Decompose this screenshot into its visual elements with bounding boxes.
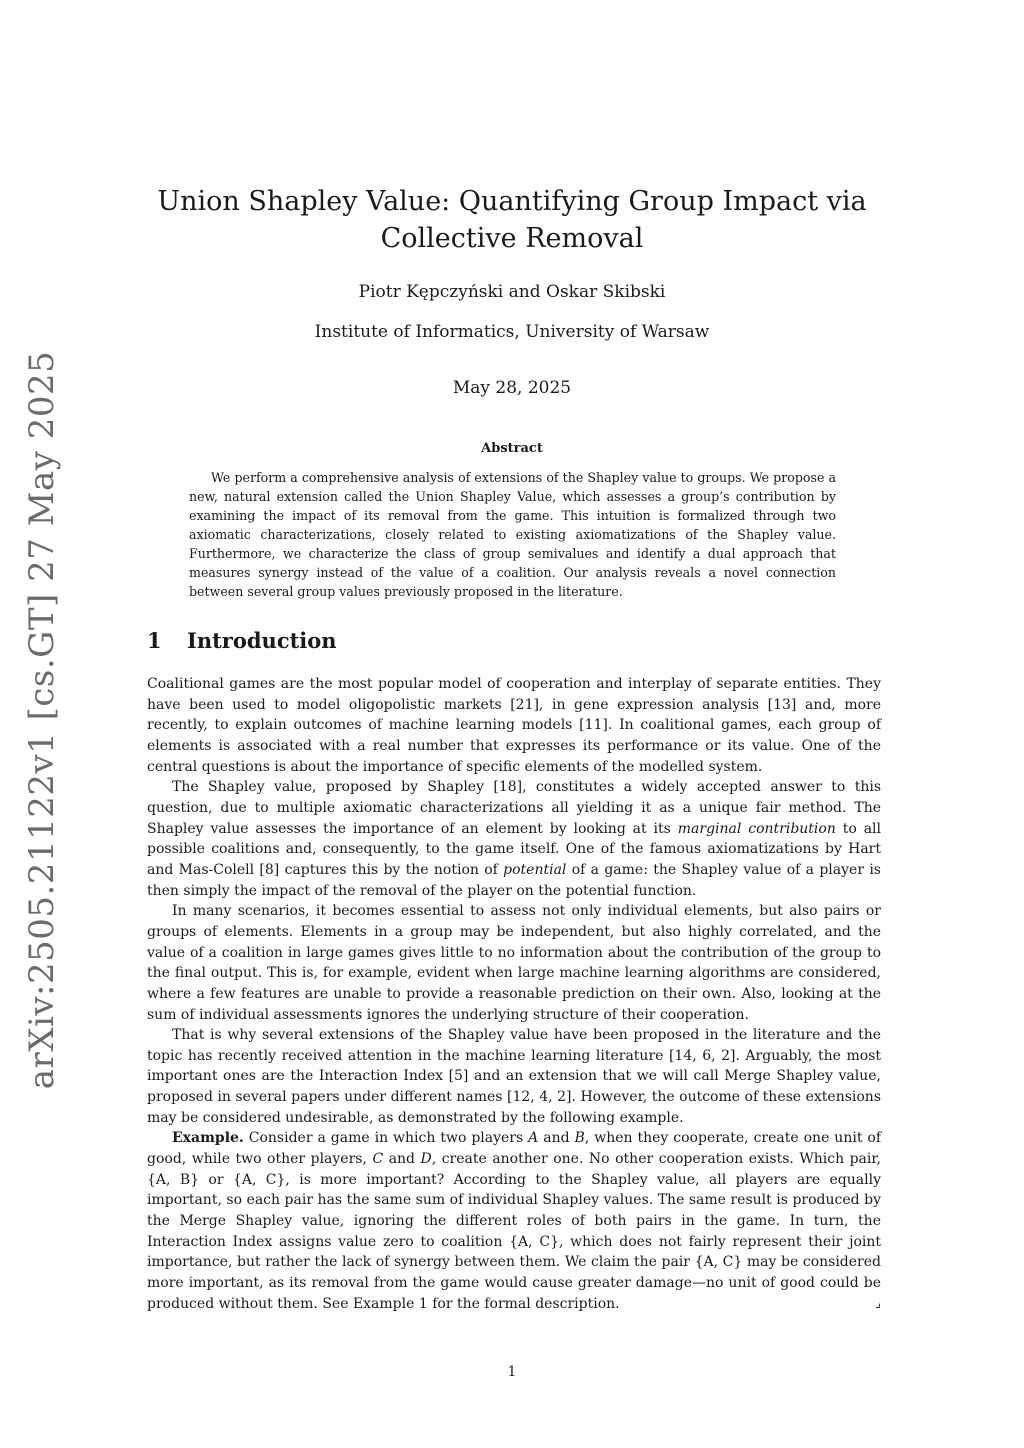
example-label: Example. <box>172 1130 244 1147</box>
title-line-1: Union Shapley Value: Quantifying Group Impact via <box>157 186 867 217</box>
math-set-ac: {A, C} <box>694 1254 743 1271</box>
section-number: 1 <box>147 628 162 653</box>
paragraph-1: Coalitional games are the most popular model of cooperation and interplay of separate entities. They have been used to model oligopolistic markets [21], in gene expression analysis [13] and, more recently, to explain outcomes of machine learning models [11]. In coalitional games, each group of elements is associated with a real number that expresses its performance or its value. One of the central questions is about the importance of specific elements of the modelled system. <box>147 676 881 775</box>
emphasis-marginal-contribution: marginal contribution <box>677 820 836 837</box>
paragraph-4: That is why several extensions of the Shapley value have been proposed in the literature and the topic has recently received attention in the machine learning literature [14, 6, 2]. Arguably, the most important ones are the Interaction Index [5] and an extension that we will call Merge Shapley value, proposed in several papers under different names [12, 4, 2]. However, the outcome of these extensions may be considered undesirable, as demonstrated by the following example. <box>147 1027 881 1126</box>
section-heading-introduction <box>147 628 337 653</box>
end-of-example-icon: ⌟ <box>874 1295 881 1311</box>
authors: Piotr Kępczyński and Oskar Skibski <box>358 282 666 302</box>
abstract-text: We perform a comprehensive analysis of extensions of the Shapley value to groups. We propose a new, natural extension called the Union Shapley Value, which assesses a group’s contribution by examining the impact of its removal from the game. This intuition is formalized through two axiomatic characterizations, closely related to existing axiomatizations of the Shapley value. Furthermore, we characterize the class of group semivalues and identify a dual approach that measures synergy instead of the value of a coalition. Our analysis reveals a novel connection between several group values previously proposed in the literature. <box>189 470 836 599</box>
math-set-ac: {A, C} <box>509 1233 559 1250</box>
emphasis-potential: potential <box>503 861 567 878</box>
introduction-body <box>147 674 881 1314</box>
math-set-ac: {A, C} <box>232 1171 286 1188</box>
paragraph-3: In many scenarios, it becomes essential to assess not only individual elements, but also pairs or groups of elements. Elements in a group may be independent, but also highly correlated, and the value of a coalition in large games gives little to no information about the contribution of the group to the final output. This is, for example, evident when large machine learning algorithms are considered, where a few features are unable to provide a reasonable prediction on their own. Also, looking at the sum of individual assessments ignores the underlying structure of their cooperation. <box>147 903 881 1023</box>
publication-date: May 28, 2025 <box>452 378 572 398</box>
abstract-heading: Abstract <box>481 441 543 456</box>
example-paragraph: Example. Consider a game in which two players A and B, when they cooperate, create one unit of good, while two other players, C and D, create another one. No other cooperation exists. Which pair, {A, B} or {A, C}, is more important? According to the Shapley value, all players are equally important, so each pair has the same sum of individual Shapley values. The same result is produced by the Merge Shapley value, ignoring the different roles of both pairs in the game. In turn, the Interaction Index assigns value zero to coalition {A, C}, which does not fairly represent their joint importance, but rather the lack of synergy between them. We claim the pair {A, C} may be considered more important, as its removal from the game would cause greater damage—no unit of good could be produced without them. See Example 1 for the formal description. ⌟ <box>147 1128 881 1314</box>
section-title: Introduction <box>187 628 337 653</box>
arxiv-identifier-stamp: arXiv:2505.21122v1 [cs.GT] 27 May 2025 <box>22 350 62 1090</box>
math-set-ab: {A, B} <box>147 1171 200 1188</box>
paper-title <box>150 183 874 257</box>
paragraph-2: The Shapley value, proposed by Shapley [18], constitutes a widely accepted answer to this question, due to multiple axiomatic characterizations all yielding it as a unique fair method. The Shapley value assesses the importance of an element by looking at its marginal contribution to all possible coalitions and, consequently, to the game itself. One of the famous axiomatizations by Hart and Mas-Colell [8] captures this by the notion of potential of a game: the Shapley value of a player is then simply the impact of the removal of the player on the potential function. <box>147 779 882 899</box>
title-line-2: Collective Removal <box>380 223 644 254</box>
page-number: 1 <box>507 1364 517 1380</box>
affiliation: Institute of Informatics, University of Warsaw <box>314 322 710 342</box>
